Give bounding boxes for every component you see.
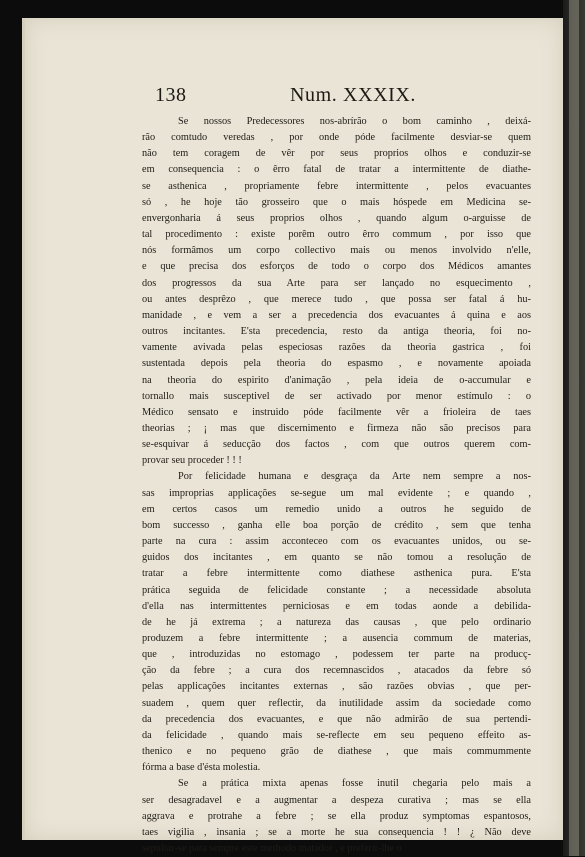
text-line: tal procedimento : existe porêm outro êrro commum , por isso que <box>142 229 531 241</box>
page-header <box>155 84 515 112</box>
text-line: envergonharia á seus proprios olhos , quando algum o-arguisse de <box>142 212 531 224</box>
text-line: dos progressos da sua Arte para ser lançado no esquecimento , <box>142 277 531 289</box>
text-line: bom successo , ganha elle boa porção de crédito , sem que tenha <box>142 519 531 531</box>
text-line: parte na cura : assim acconteceo com os evacuantes unidos, ou se- <box>142 536 531 548</box>
text-line: da precedencia dos evacuantes, e que não admirão de sua pertendi- <box>142 713 531 725</box>
text-line: sustentada depois pela theoria do espasmo , e novamente apoiada <box>142 358 531 370</box>
text-line: theorias ; ¡ mas que discernimento e firmeza não são precisos para <box>142 422 531 434</box>
text-line: ser desagradavel e a augmentar a despeza curativa ; mas se ella <box>142 794 531 806</box>
text-line: da felicidade , quando mais se-reflecte em seu pequeno effeito as- <box>142 729 531 741</box>
text-line: pelas applicações incitantes externas , são razões obvias , que per- <box>142 681 531 693</box>
text-line: rão comtudo veredas , por onde póde facilmente desviar-se quem <box>142 132 531 144</box>
text-line: provar seu proceder ! ! ! <box>142 455 242 467</box>
text-line: na theoria do espirito d'animação , pela ideia de o-accumular e <box>142 374 531 386</box>
text-body <box>142 114 531 857</box>
text-line: Por felicidade humana e desgraça da Arte nem sempre a nos- <box>178 471 531 483</box>
text-line: produzem a febre intermittente ; a ausencia commum de materias, <box>142 633 531 644</box>
text-line: não tem coragem de vêr por seus proprios olhos e conduzir-se <box>142 148 531 160</box>
text-line: manidade , e vem a ser a precedencia dos evacuantes á quina e aos <box>142 309 531 321</box>
text-line: se asthenica , propriamente febre intermittente , pelos evacuantes <box>142 180 531 192</box>
text-line: vamente avivada pelas especiosas razões da theoria gastrica , foi <box>142 342 531 354</box>
text-line: Se a prática mixta apenas fosse inutil chegaria pelo mais a <box>178 778 531 790</box>
text-line: sepultar-se para sempre este methodo matador , e preferir-lhe o <box>142 843 402 855</box>
text-line: ou antes desprêzo , que merece tudo , que possa ser fatal á hu- <box>142 293 531 305</box>
text-line: Médico sensato e instruido póde facilmente vêr a frioleira de taes <box>142 406 531 418</box>
text-line: ção da febre ; a cura dos recemnascidos , atacados da febre só <box>142 665 531 677</box>
text-line: e que precisa dos esforços de todo o corpo dos Médicos amantes <box>142 261 531 273</box>
text-line: prática seguida de felicidade constante ; a necessidade absoluta <box>142 584 531 596</box>
text-line: thenico e no pequeno grão de diathese , que mais commummente <box>142 746 531 758</box>
running-head: Num. XXXIX. <box>290 84 417 106</box>
text-line: de he já extrema ; a natureza das causas , que pelo ordinario <box>142 616 531 628</box>
text-line: suadem , quem quer reflectir, da inutilidade assim da sociedade como <box>142 697 531 709</box>
text-line: tornallo mais susceptivel de ser activado por menor estímulo : o <box>142 390 531 402</box>
text-line: se-esquivar á seducção dos factos , com que outros querem com- <box>142 439 531 451</box>
text-line: que , introduzidas no estomago , podessem ter parte na producç- <box>142 649 531 661</box>
text-line: em certos casos um remedio unido a outros he seguido de <box>142 503 531 515</box>
text-line: d'ella nas intermittentes perniciosas e em todas aonde a debilida- <box>142 600 531 612</box>
text-line: aggrava e protrahe a febre ; se ella produz symptomas espantosos, <box>142 810 531 822</box>
text-line: só , he hoje tão grosseiro que o mais hóspede em Medicina se- <box>142 196 531 208</box>
page-edge-strip <box>569 0 579 856</box>
text-line: Se nossos Predecessores nos-abrírão o bom caminho , deixá- <box>178 116 531 127</box>
text-line: nós formâmos um corpo collectivo mais ou menos involvido n'elle, <box>142 245 531 257</box>
text-line: sas improprias applicações se-segue um mal evidente ; e quando , <box>142 487 531 499</box>
text-line: guidos dos incitantes , em quanto se não tomou a resolução de <box>142 552 531 564</box>
page-number: 138 <box>155 84 187 106</box>
text-line: em consequencia : o êrro fatal de tratar a intermittente de diathe- <box>142 164 531 176</box>
text-line: taes vigilia , insania ; se a morte he sua consequencia ! ! ¿ Não deve <box>142 826 531 838</box>
text-line: tratar a febre intermittente como diathese asthenica pura. E'sta <box>142 568 531 580</box>
text-line: outros incitantes. E'sta precedencia, resto da antiga theoria, foi no- <box>142 326 531 338</box>
text-line: fórma a base d'ésta molestia. <box>142 762 261 774</box>
